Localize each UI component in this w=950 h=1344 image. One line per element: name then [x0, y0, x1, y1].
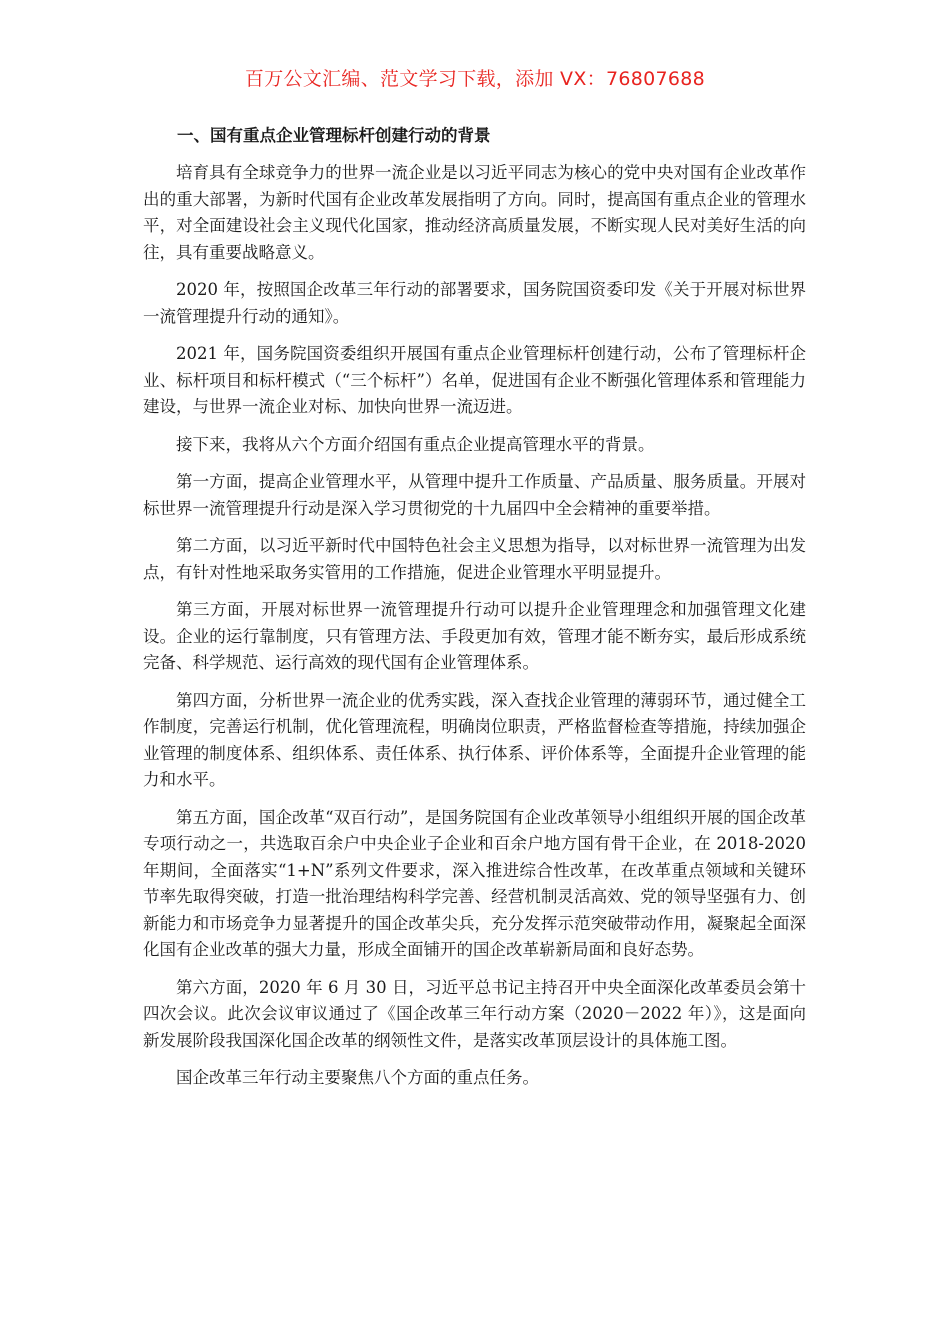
section-heading: 一、国有重点企业管理标杆创建行动的背景 — [177, 126, 491, 145]
paragraph-2020-notice: 2020 年，按照国企改革三年行动的部署要求，国务院国资委印发《关于开展对标世界一流管理提升行动的通知》。 — [143, 280, 806, 326]
paragraph-transition: 接下来，我将从六个方面介绍国有重点企业提高管理水平的背景。 — [176, 434, 655, 454]
paragraph-aspect-1: 第一方面，提高企业管理水平，从管理中提升工作质量、产品质量、服务质量。开展对标世界一流管理提升行动是深入学习贯彻党的十九届四中全会精神的重要举措。 — [143, 472, 806, 518]
document-body — [143, 124, 806, 1103]
header-banner: 百万公文汇编、范文学习下载，添加 VX：76807688 — [244, 68, 706, 90]
paragraph-aspect-3: 第三方面，开展对标世界一流管理提升行动可以提升企业管理理念和加强管理文化建设。企业的运行靠制度，只有管理方法、手段更加有效，管理才能不断夯实，最后形成系统完备、科学规范、运行高效的现代国有企业管理体系。 — [143, 600, 806, 672]
paragraph-closing: 国企改革三年行动主要聚焦八个方面的重点任务。 — [176, 1068, 539, 1087]
paragraph-2021-benchmark: 2021 年，国务院国资委组织开展国有重点企业管理标杆创建行动，公布了管理标杆企业、标杆项目和标杆模式（“三个标杆”）名单，促进国有企业不断强化管理体系和管理能力建设，与世界一流企业对标、加快向世界一流迈进。 — [143, 344, 806, 416]
paragraph-aspect-5: 第五方面，国企改革“双百行动”，是国务院国有企业改革领导小组组织开展的国企改革专项行动之一，共选取百余户中央企业子企业和百余户地方国有骨干企业，在 2018-2020 年期间，全面落实“1+N”系列文件要求，深入推进综合性改革，在改革重点领域和关键环节率先取得突破，打造一批治理结构科学完善、经营机制灵活高效、党的领导坚强有力、创新能力和市场竞争力显著提升的国企改革尖兵，充分发挥示范突破带动作用，凝聚起全面深化国有企业改革的强大力量，形成全面铺开的国企改革崭新局面和良好态势。 — [143, 807, 806, 959]
paragraph-intro: 培育具有全球竞争力的世界一流企业是以习近平同志为核心的党中央对国有企业改革作出的重大部署，为新时代国有企业改革发展指明了方向。同时，提高国有重点企业的管理水平，对全面建设社会主义现代化国家，推动经济高质量发展，不断实现人民对美好生活的向往，具有重要战略意义。 — [143, 163, 806, 262]
paragraph-aspect-2: 第二方面，以习近平新时代中国特色社会主义思想为指导，以对标世界一流管理为出发点，有针对性地采取务实管用的工作措施，促进企业管理水平明显提升。 — [143, 536, 806, 582]
paragraph-aspect-6: 第六方面，2020 年 6 月 30 日，习近平总书记主持召开中央全面深化改革委员会第十四次会议。此次会议审议通过了《国企改革三年行动方案（2020－2022 年）》，这是面向新发展阶段我国深化国企改革的纲领性文件，是落实改革顶层设计的具体施工图。 — [143, 977, 806, 1050]
paragraph-aspect-4: 第四方面，分析世界一流企业的优秀实践，深入查找企业管理的薄弱环节，通过健全工作制度，完善运行机制，优化管理流程，明确岗位职责，严格监督检查等措施，持续加强企业管理的制度体系、组织体系、责任体系、执行体系、评价体系等，全面提升企业管理的能力和水平。 — [143, 690, 806, 789]
